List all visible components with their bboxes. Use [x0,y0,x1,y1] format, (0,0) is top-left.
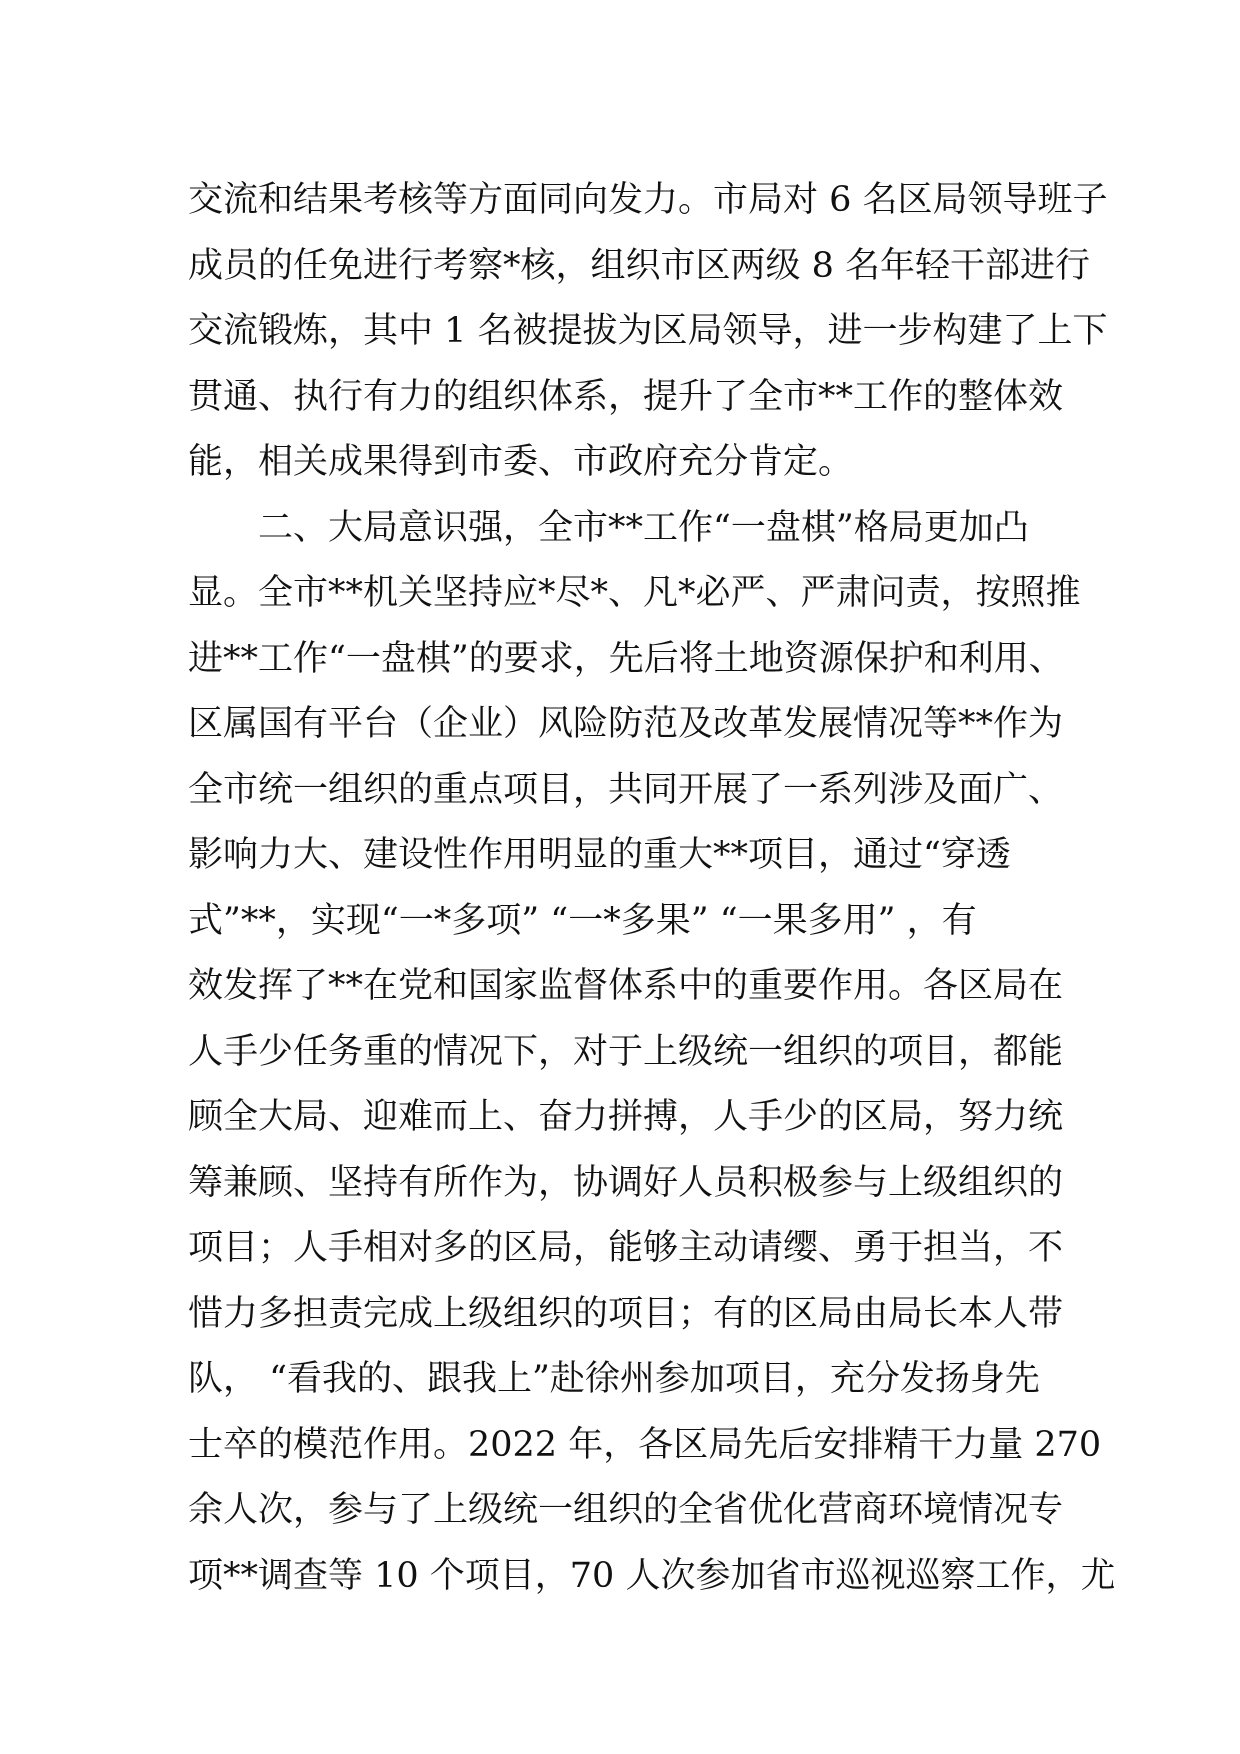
text-line: 贯通、执行有力的组织体系，提升了全市**工作的整体效 [188,376,1064,417]
text-line: 成员的任免进行考察*核，组织市区两级 8 名年轻干部进行 [188,245,1091,286]
text-line: 交流锻炼，其中 1 名被提拔为区局领导，进一步构建了上下 [188,311,1108,351]
text-line: 顾全大局、迎难而上、奋力拼搏，人手少的区局，努力统 [188,1097,1064,1137]
text-line: 项**调查等 10 个项目，70 人次参加省市巡视巡察工作，尤 [188,1555,1116,1596]
text-line: 显。全市**机关坚持应*尽*、凡*必严、严肃问责，按照推 [188,573,1081,613]
text-line: 影响力大、建设性作用明显的重大**项目，通过“穿透 [188,835,1011,875]
text-line: 区属国有平台（企业）风险防范及改革发展情况等**作为 [188,704,1064,744]
text-line: 全市统一组织的重点项目，共同开展了一系列涉及面广、 [188,769,1064,810]
text-line: 士卒的模范作用。2022 年，各区局先后安排精干力量 270 [188,1424,1102,1465]
text-line: 余人次，参与了上级统一组织的全省优化营商环境情况专 [188,1490,1064,1530]
section-heading-line: 二、大局意识强，全市**工作“一盘棋”格局更加凸 [188,507,1029,548]
text-line: 惜力多担责完成上级组织的项目；有的区局由局长本人带 [188,1293,1064,1334]
text-line: 人手少任务重的情况下，对于上级统一组织的项目，都能 [188,1031,1064,1072]
text-line: 项目；人手相对多的区局，能够主动请缨、勇于担当，不 [188,1228,1064,1268]
text-line: 能，相关成果得到市委、市政府充分肯定。 [188,442,854,482]
document-body [188,168,1116,1609]
text-line: 交流和结果考核等方面同向发力。市局对 6 名区局领导班子 [188,180,1108,220]
text-line: 进**工作“一盘棋”的要求，先后将土地资源保护和利用、 [188,638,1064,679]
text-line: 效发挥了**在党和国家监督体系中的重要作用。各区局在 [188,966,1064,1006]
text-line: 式”**，实现“一*多项” “一*多果” “一果多用” ，有 [188,900,977,941]
text-line: 队， “看我的、跟我上”赴徐州参加项目，充分发扬身先 [188,1359,1040,1399]
text-line: 筹兼顾、坚持有所作为，协调好人员积极参与上级组织的 [188,1162,1064,1203]
